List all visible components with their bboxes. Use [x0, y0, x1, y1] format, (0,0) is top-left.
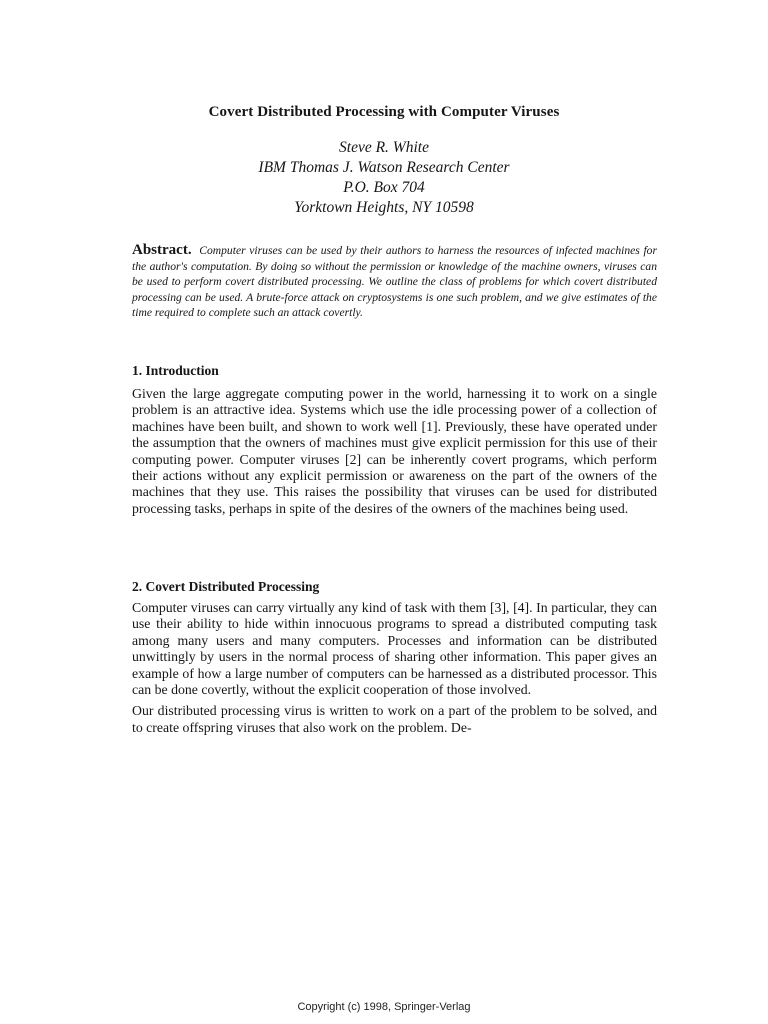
- paper-title: Covert Distributed Processing with Computer Viruses: [208, 104, 560, 120]
- author-block: [0, 138, 768, 218]
- paragraph: Computer viruses can carry virtually any kind of task with them [3], [4]. In particular, they can use their ability to hide within innocuous programs to spread a distributed computing task among many users and many computers. Processes and information can be distributed unwittingly by users in the normal process of sharing other information. This paper gives an example of how a large number of computers can be harnessed as a distributed processor. This can be done covertly, without the explicit cooperation of those involved.: [132, 600, 657, 698]
- author-name: Steve R. White: [339, 139, 429, 156]
- author-affiliation: IBM Thomas J. Watson Research Center: [258, 159, 510, 176]
- author-address-line2: Yorktown Heights, NY 10598: [294, 199, 474, 216]
- section-heading-covert-distributed-processing: 2. Covert Distributed Processing: [132, 579, 320, 594]
- author-address-line1: P.O. Box 704: [343, 179, 425, 196]
- abstract-text: Computer viruses can be used by their authors to harness the resources of infected machines for the author's computation. By doing so without the permission or knowledge of the machine owners, viruses can be used to perform covert distributed processing. We outline the class of problems for which covert distributed processing can be used. A brute-force attack on cryptosystems is one such problem, and we give estimates of the time required to complete such an attack covertly.: [132, 244, 657, 320]
- section-body-introduction: [132, 386, 657, 517]
- section-body-covert-distributed-processing: [132, 600, 657, 736]
- paragraph: Our distributed processing virus is written to work on a part of the problem to be solved, and to create offspring viruses that also work on the problem. De-: [132, 703, 657, 735]
- abstract-label: Abstract.: [132, 242, 192, 258]
- copyright-footer: Copyright (c) 1998, Springer-Verlag: [297, 1001, 471, 1013]
- abstract: [132, 243, 657, 321]
- section-heading-introduction: 1. Introduction: [132, 363, 219, 378]
- paragraph: Given the large aggregate computing power in the world, harnessing it to work on a single problem is an attractive idea. Systems which use the idle processing power of a collection of machines have been built, and shown to work well [1]. Previously, these have operated under the assumption that the owners of machines must give explicit permission for this use of their computing power. Computer viruses [2] can be inherently covert programs, which perform their actions without any explicit permission or awareness on the part of the owners of the machines that they use. This raises the possibility that viruses can be used for distributed processing tasks, perhaps in spite of the desires of the owners of the machines being used.: [132, 386, 657, 516]
